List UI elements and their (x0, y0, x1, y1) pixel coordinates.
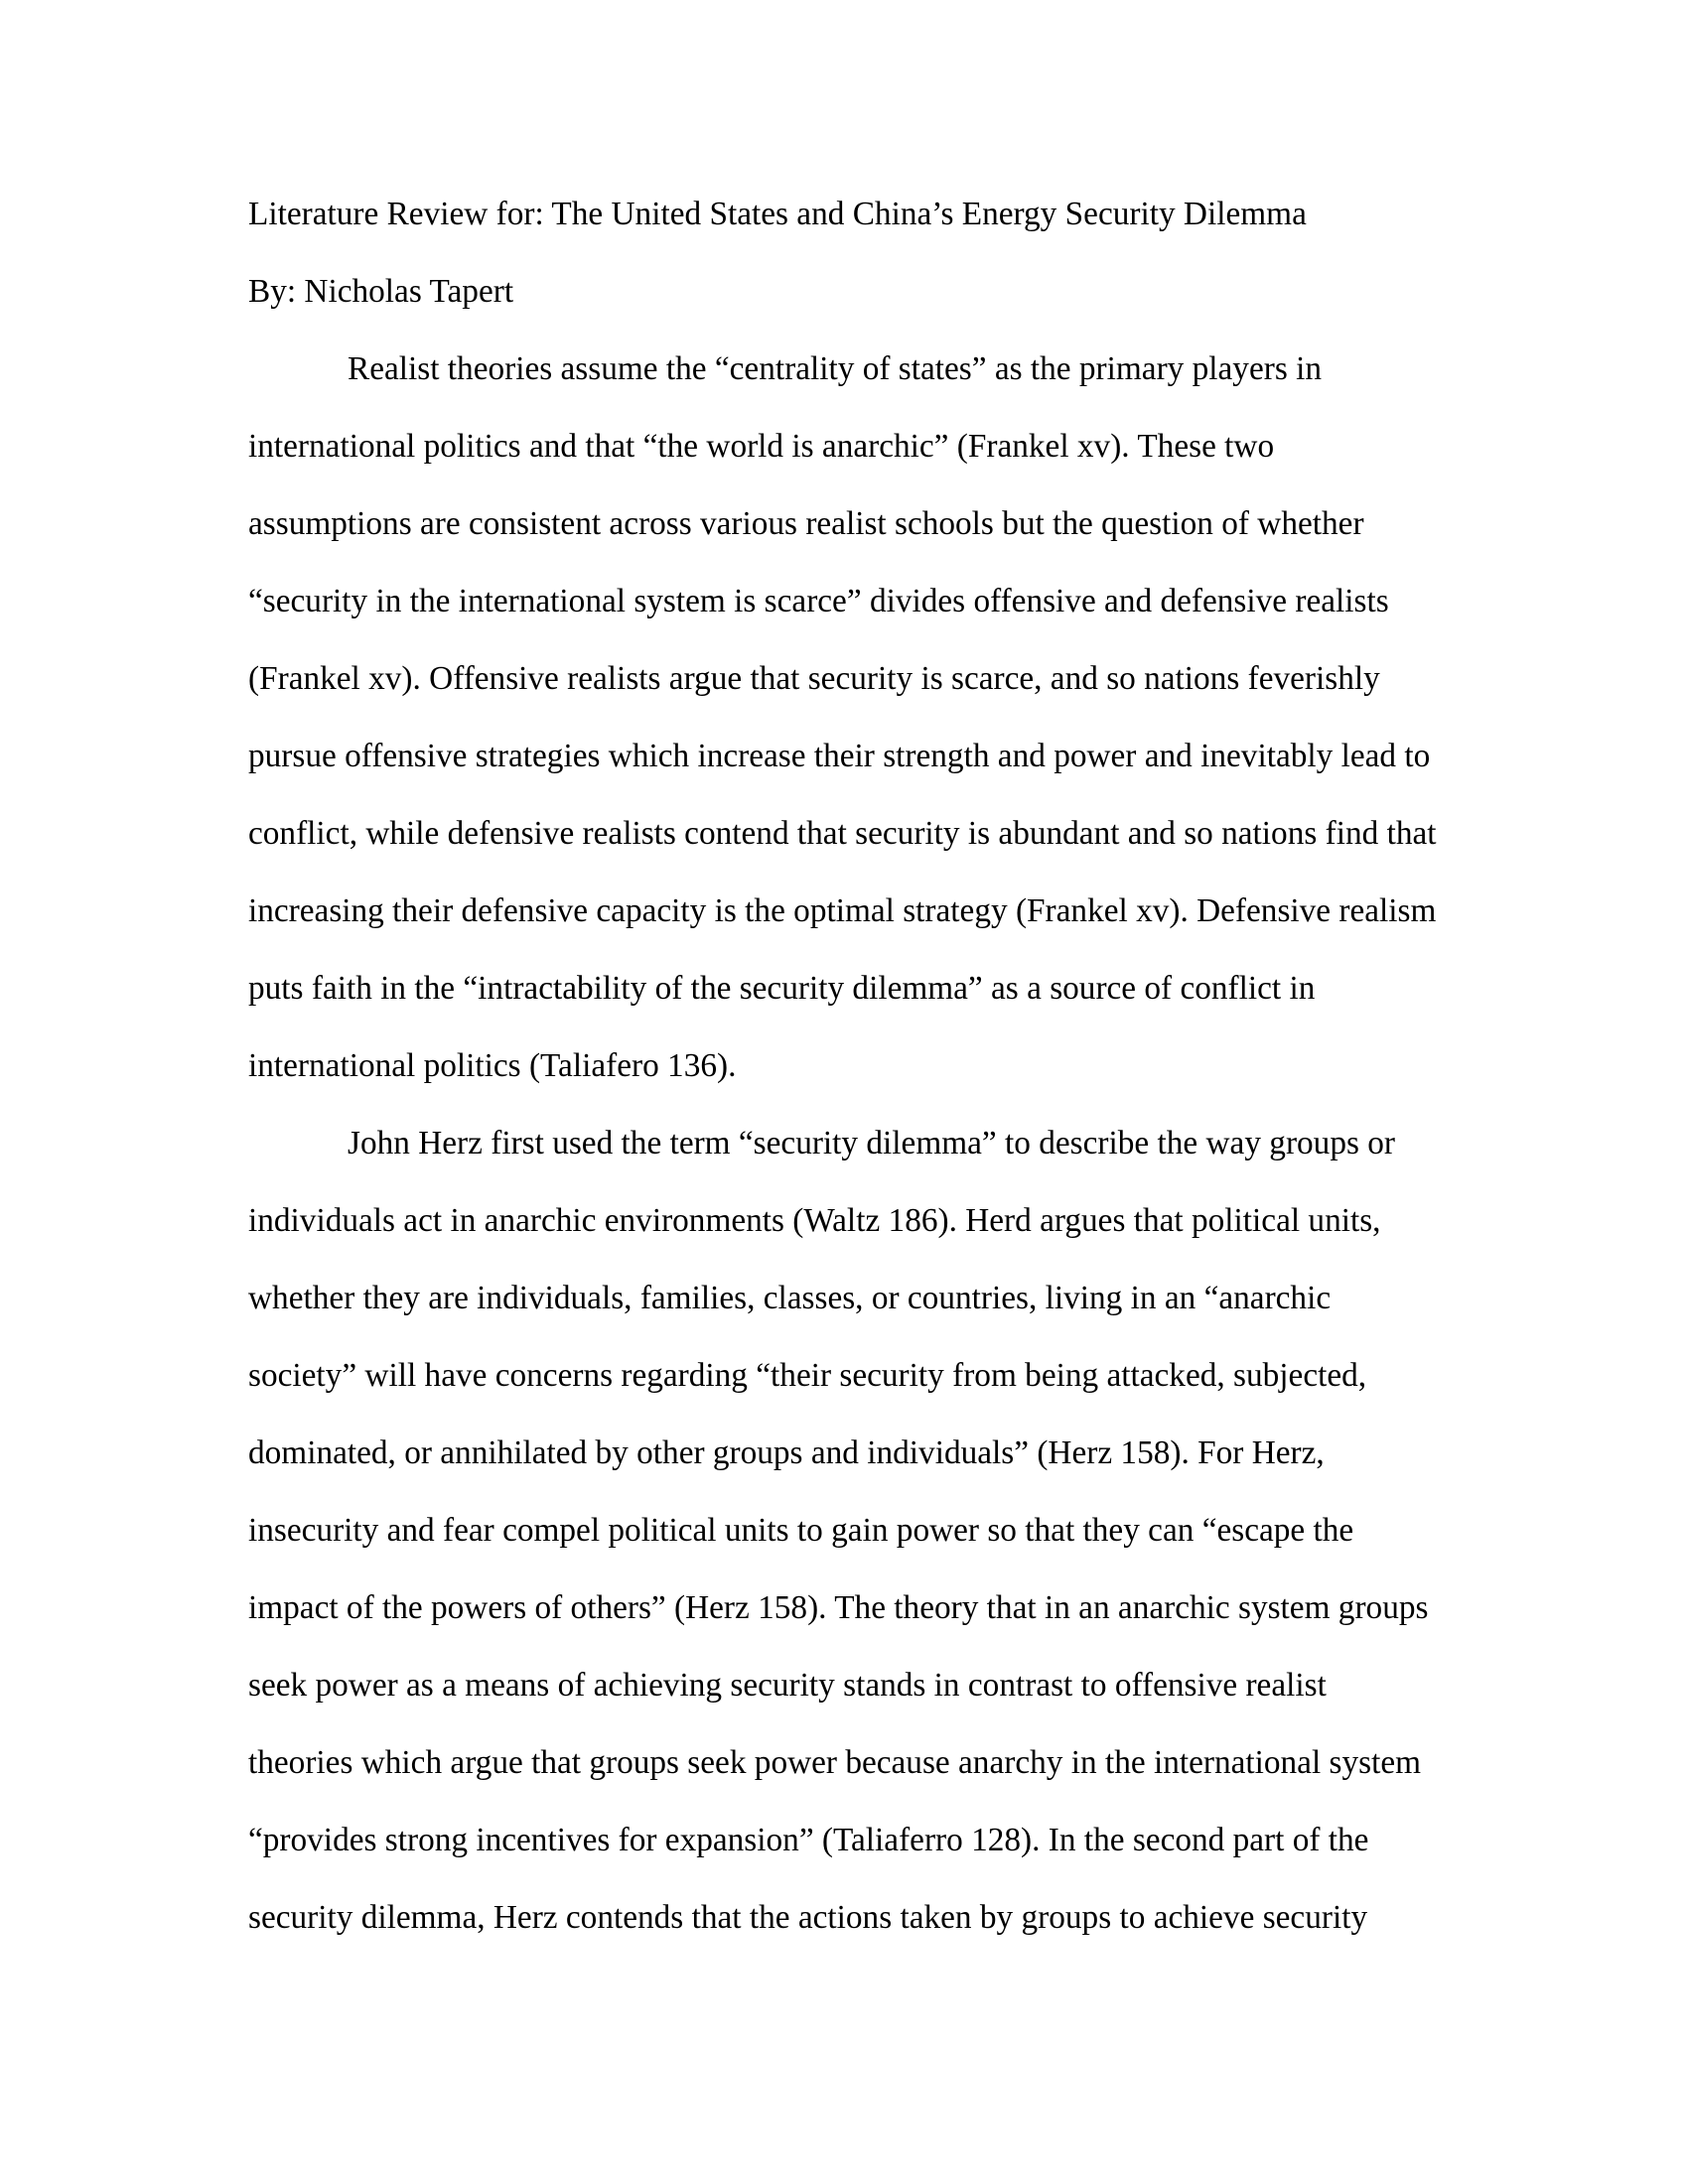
text-line: Realist theories assume the “centrality of states” as the primary players in (348, 350, 1323, 387)
text-line: “security in the international system is scarce” divides offensive and defensive realists (248, 583, 1389, 619)
text-line: theories which argue that groups seek power because anarchy in the international system (248, 1744, 1422, 1781)
text-line: international politics and that “the world is anarchic” (Frankel xv). These two (248, 428, 1275, 465)
text-line: pursue offensive strategies which increase their strength and power and inevitably lead to (248, 738, 1431, 774)
text-line: international politics (Taliafero 136). (248, 1047, 737, 1084)
text-line: individuals act in anarchic environments (Waltz 186). Herd argues that political units, (248, 1202, 1381, 1239)
text-line: “provides strong incentives for expansion” (Taliaferro 128). In the second part of the (248, 1822, 1369, 1858)
text-line: John Herz first used the term “security dilemma” to describe the way groups or (348, 1125, 1395, 1161)
document-title: Literature Review for: The United States and China’s Energy Security Dilemma (248, 196, 1307, 232)
text-line: dominated, or annihilated by other groups and individuals” (Herz 158). For Herz, (248, 1434, 1325, 1471)
text-line: security dilemma, Herz contends that the actions taken by groups to achieve security (248, 1899, 1368, 1936)
text-line: (Frankel xv). Offensive realists argue that security is scarce, and so nations feverishly (248, 660, 1380, 697)
document-content (248, 176, 1440, 1957)
byline: By: Nicholas Tapert (248, 273, 514, 310)
text-line: society” will have concerns regarding “their security from being attacked, subjected, (248, 1357, 1367, 1394)
text-line: assumptions are consistent across various realist schools but the question of whether (248, 505, 1364, 542)
document-paragraphs (248, 331, 1440, 1957)
text-line: puts faith in the “intractability of the security dilemma” as a source of conflict in (248, 970, 1316, 1007)
text-line: whether they are individuals, families, classes, or countries, living in an “anarchic (248, 1280, 1332, 1316)
text-line: conflict, while defensive realists contend that security is abundant and so nations find that (248, 815, 1437, 852)
text-line: impact of the powers of others” (Herz 158). The theory that in an anarchic system groups (248, 1589, 1429, 1626)
text-line: increasing their defensive capacity is the optimal strategy (Frankel xv). Defensive realism (248, 892, 1437, 929)
text-line: seek power as a means of achieving security stands in contrast to offensive realist (248, 1667, 1327, 1704)
text-line: insecurity and fear compel political units to gain power so that they can “escape the (248, 1512, 1354, 1549)
